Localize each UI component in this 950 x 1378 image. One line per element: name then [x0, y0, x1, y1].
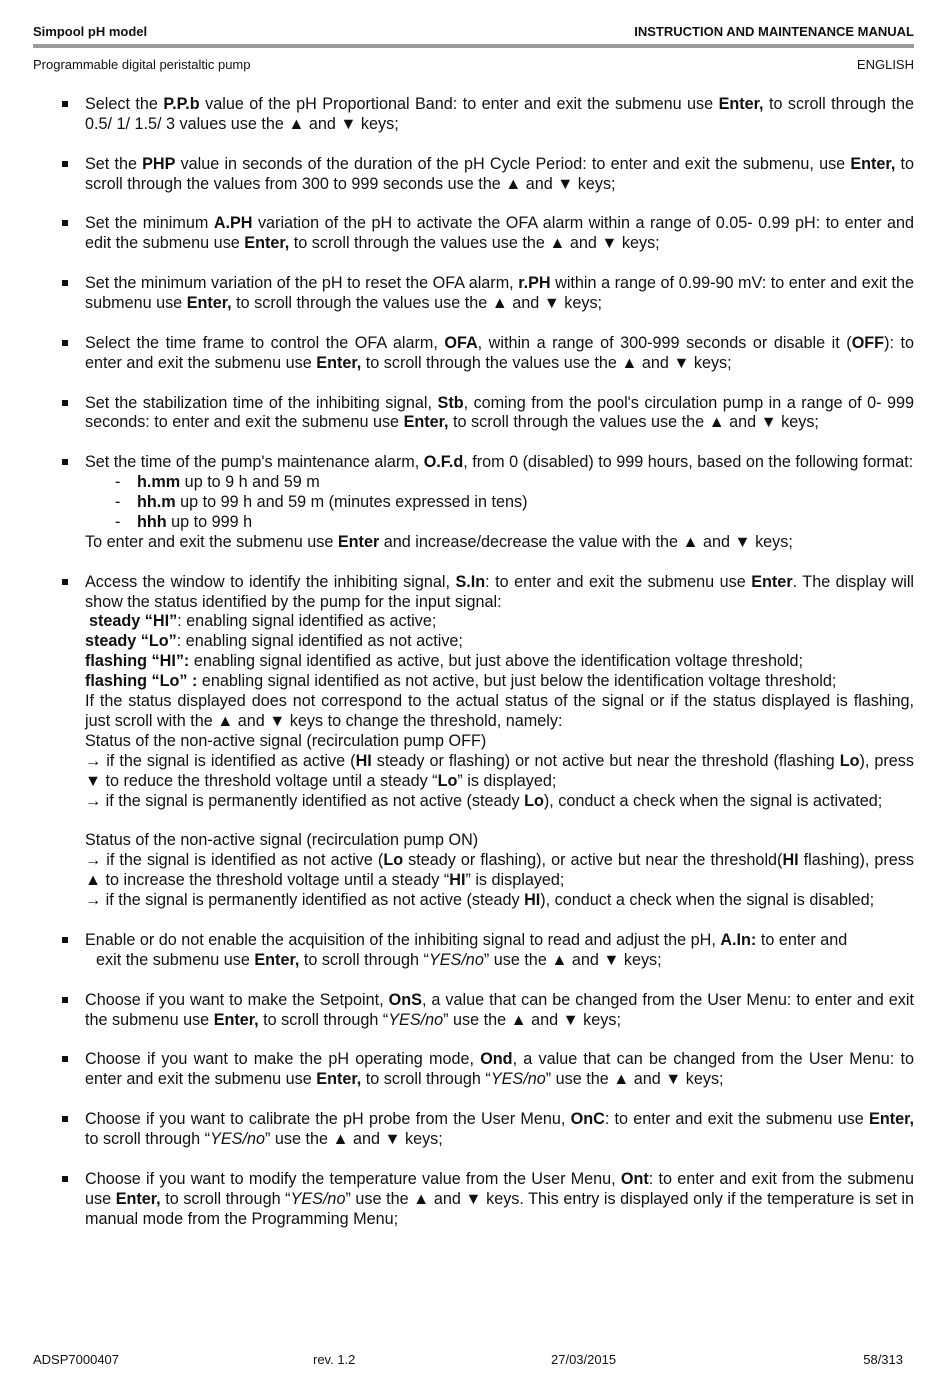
item-text [85, 1170, 914, 1230]
list-item [0, 991, 950, 1031]
text-run: ), press ▼ to reduce the threshold voltage until a steady “ [85, 751, 914, 790]
bold-term: hh.m [137, 493, 176, 512]
text-run: to scroll through the values use the ▲ and ▼ keys; [448, 413, 819, 432]
bullet-icon [62, 997, 68, 1003]
text-run: : to enter and exit the submenu use [604, 1110, 870, 1129]
text-run: Choose if you want to make the pH operating mode, [85, 1050, 481, 1069]
text-run: to scroll through the values use the ▲ and ▼ keys; [289, 234, 660, 253]
text-run: ” is displayed; [457, 771, 557, 790]
text-run: within a range of 0.99-90 mV: to enter and exit the submenu use [85, 274, 914, 313]
text-run: . The display will show the status identified by the pump for the input signal: [85, 572, 915, 611]
text-run: flashing), press ▲ to increase the threshold voltage until a steady “ [85, 851, 914, 890]
page-subheader [33, 57, 914, 73]
bold-term: Lo [839, 751, 860, 770]
bold-term: Enter, [403, 413, 449, 432]
item-line [85, 612, 914, 632]
item-text [85, 1110, 914, 1150]
bold-term: A.In: [720, 930, 757, 949]
text-run: ” use the ▲ and ▼ keys; [264, 1129, 443, 1148]
dash-marker: - [115, 512, 121, 531]
bullet-icon [62, 1176, 68, 1182]
text-run: Set the time of the pump's maintenance alarm, [85, 453, 424, 472]
dash-marker: - [115, 493, 121, 512]
italic-term: YES/no [210, 1129, 265, 1148]
text-run: to scroll through “ [258, 1010, 389, 1029]
text-run: to scroll through the values use the ▲ and ▼ keys; [361, 353, 732, 372]
item-text [85, 453, 914, 473]
bold-term: flashing “Lo” : [85, 672, 198, 691]
text-run: Set the minimum variation of the pH to reset the OFA alarm, [85, 274, 519, 293]
text-run: ), conduct a check when the signal is activated; [543, 791, 883, 810]
text-run: up to 999 h [166, 512, 253, 531]
bold-term: O.F.d [423, 453, 464, 472]
text-run: to scroll through the values from 300 to 999 seconds use the ▲ and ▼ keys; [85, 154, 914, 193]
text-run: Set the minimum [85, 214, 214, 233]
list-item [0, 334, 950, 374]
item-line [85, 692, 914, 732]
bold-term: Enter, [254, 950, 300, 969]
bold-term: HI [782, 851, 799, 870]
text-run: Choose if you want to modify the temperature value from the User Menu, [85, 1169, 621, 1188]
text-run: and increase/decrease the value with the ▲ and ▼ keys; [379, 532, 793, 551]
header-rule [33, 44, 914, 48]
text-run: Access the window to identify the inhibiting signal, [85, 572, 456, 591]
text-run: enabling signal identified as active, but just above the identification voltage threshold; [189, 652, 804, 671]
text-run: Status of the non-active signal (recirculation pump ON) [85, 831, 479, 850]
list-item [0, 573, 950, 911]
text-run: Select the [85, 95, 164, 113]
bold-term: Lo [524, 791, 544, 810]
list-item [0, 155, 950, 195]
item-line [85, 632, 914, 652]
text-run: to scroll through “ [85, 1129, 211, 1148]
item-text [85, 214, 914, 254]
item-line [85, 831, 914, 851]
text-run: : enabling signal identified as active; [177, 612, 437, 631]
bullet-icon [62, 280, 68, 286]
list-item [0, 1170, 950, 1230]
list-item [0, 453, 950, 553]
bullet-icon [62, 459, 68, 465]
bold-term: Lo [437, 771, 458, 790]
item-text [85, 394, 914, 434]
item-text [85, 991, 914, 1031]
item-line [85, 752, 914, 792]
text-run: ” use the ▲ and ▼ keys. This entry is displayed only if the temperature is set in manual mode from the Programming Menu; [85, 1189, 915, 1228]
text-run: to scroll through “ [160, 1189, 291, 1208]
bullet-icon [62, 1116, 68, 1122]
text-run: value in seconds of the duration of the pH Cycle Period: to enter and exit the submenu, use [175, 154, 851, 173]
bullet-icon [62, 340, 68, 346]
text-run: ” use the ▲ and ▼ keys; [483, 950, 662, 969]
header-manual-title: INSTRUCTION AND MAINTENANCE MANUAL [634, 24, 914, 39]
text-run: Enable or do not enable the acquisition of the inhibiting signal to read and adjust the pH, [85, 930, 721, 949]
bold-term: Enter [751, 572, 793, 591]
item-text [85, 573, 914, 613]
text-run: ), conduct a check when the signal is disabled; [540, 891, 875, 910]
text-run: up to 99 h and 59 m (minutes expressed in tens) [175, 493, 528, 512]
text-run: steady or flashing) or not active but near the threshold (flashing [371, 751, 840, 770]
bold-term: OFF [851, 333, 885, 352]
italic-term: YES/no [388, 1010, 444, 1029]
instruction-list [0, 95, 950, 1249]
bold-term: Enter, [316, 353, 362, 372]
text-run: ” is displayed; [465, 871, 565, 890]
list-item [0, 214, 950, 254]
text-run: , from 0 (disabled) to 999 hours, based on the following format: [463, 453, 914, 472]
bold-term: h.mm [137, 473, 181, 492]
dash-marker: - [115, 473, 121, 492]
bold-term: Enter, [316, 1070, 362, 1089]
item-line [85, 851, 914, 891]
item-line [85, 792, 914, 812]
bold-term: Enter, [115, 1189, 161, 1208]
bold-term: Ond [480, 1050, 513, 1069]
bold-term: S.In [455, 572, 486, 591]
bullet-icon [62, 1056, 68, 1062]
text-run: If the status displayed does not correspond to the actual status of the signal or if the status displayed is flashing, just scroll with the ▲ and ▼ keys to change the threshold, namely: [85, 692, 914, 730]
bold-term: steady “Lo” [85, 632, 177, 651]
bold-term: hhh [137, 512, 167, 531]
list-item [0, 394, 950, 434]
item-line [85, 672, 914, 692]
footer-doc-code: ADSP7000407 [33, 1352, 120, 1367]
text-run: to scroll through “ [361, 1070, 491, 1089]
footer-date: 27/03/2015 [551, 1352, 617, 1367]
text-run: → if the signal is permanently identified as not active (steady [85, 891, 525, 910]
bullet-icon [62, 937, 68, 943]
list-item [0, 931, 950, 971]
text-run: Set the stabilization time of the inhibiting signal, [85, 393, 438, 412]
format-list-item [85, 513, 914, 533]
bold-term: Enter, [869, 1110, 915, 1129]
item-text [85, 334, 914, 374]
bold-term: Ont [620, 1169, 649, 1188]
text-run: to scroll through the 0.5/ 1/ 1.5/ 3 values use the ▲ and ▼ keys; [85, 95, 914, 133]
text-run: : to enter and exit the submenu use [485, 572, 752, 591]
bullet-icon [62, 161, 68, 167]
spacer [85, 812, 914, 832]
text-run: , a value that can be changed from the User Menu: to enter and exit the submenu use [85, 1050, 914, 1089]
text-run: value of the pH Proportional Band: to enter and exit the submenu use [199, 95, 719, 113]
text-run: ): to enter and exit the submenu use [85, 333, 915, 372]
bold-term: Enter [337, 532, 380, 551]
footer-revision: rev. 1.2 [313, 1352, 356, 1367]
bold-term: OFA [444, 333, 478, 352]
header-product: Programmable digital peristaltic pump [33, 57, 251, 72]
bold-term: Enter, [213, 1010, 259, 1029]
text-run: , within a range of 300-999 seconds or disable it ( [477, 333, 852, 352]
bold-term: HI [449, 871, 466, 890]
text-run: variation of the pH to activate the OFA alarm within a range of 0.05- 0.99 pH: to enter and edit the submenu use [85, 214, 914, 253]
format-list-item [85, 493, 914, 513]
bold-term: Enter, [718, 95, 764, 113]
header-language: ENGLISH [856, 57, 914, 72]
text-run: up to 9 h and 59 m [180, 473, 320, 492]
text-run: Status of the non-active signal (recirculation pump OFF) [85, 731, 487, 750]
item-text [85, 274, 914, 314]
text-run: to scroll through the values use the ▲ and ▼ keys; [231, 294, 603, 313]
bold-term: A.PH [213, 214, 253, 233]
item-line [85, 533, 914, 553]
text-run: exit the submenu use [96, 950, 255, 969]
text-run: Choose if you want to make the Setpoint, [85, 990, 389, 1009]
bold-term: Enter, [244, 234, 290, 253]
bold-term: P.P.b [163, 95, 200, 113]
bullet-icon [62, 220, 68, 226]
bold-term: Enter, [186, 294, 232, 313]
item-text [85, 95, 914, 135]
text-run: → if the signal is identified as active ( [85, 751, 356, 770]
text-run: , a value that can be changed from the User Menu: to enter and exit the submenu use [85, 990, 914, 1029]
text-run: → if the signal is permanently identified as not active (steady [85, 791, 525, 810]
text-run: Set the [85, 154, 143, 173]
text-run: steady or flashing), or active but near the threshold( [403, 851, 783, 870]
text-run: : to enter and exit from the submenu use [85, 1169, 914, 1208]
italic-term: YES/no [428, 950, 484, 969]
bold-term: Lo [383, 851, 404, 870]
item-text [85, 931, 914, 951]
item-line [85, 951, 914, 971]
bold-term: steady “HI” [89, 612, 178, 631]
item-line [85, 652, 914, 672]
item-line [85, 891, 914, 911]
footer-page-number: 58/313 [863, 1352, 903, 1367]
list-item [0, 95, 950, 135]
list-item [0, 1110, 950, 1150]
text-run: enabling signal identified as not active, but just below the identification voltage threshold; [197, 672, 837, 691]
item-text [85, 155, 914, 195]
italic-term: YES/no [490, 1070, 546, 1089]
bold-term: PHP [142, 154, 176, 173]
text-run: ” use the ▲ and ▼ keys; [443, 1010, 621, 1029]
bold-term: HI [355, 751, 372, 770]
list-item [0, 1050, 950, 1090]
item-line [85, 732, 914, 752]
bullet-icon [62, 101, 68, 107]
text-run: → if the signal is identified as not active ( [85, 851, 384, 870]
text-run: , coming from the pool's circulation pump in a range of 0- 999 seconds: to enter and exit the submenu use [85, 393, 914, 432]
bullet-icon [62, 400, 68, 406]
header-model: Simpool pH model [33, 24, 148, 39]
text-run: ” use the ▲ and ▼ keys; [545, 1070, 724, 1089]
text-run: : enabling signal identified as not active; [176, 632, 463, 651]
bold-term: Stb [437, 393, 464, 412]
bold-term: OnS [388, 990, 422, 1009]
bold-term: Enter, [850, 154, 896, 173]
bold-term: HI [524, 891, 541, 910]
bold-term: OnC [570, 1110, 605, 1129]
bold-term: flashing “HI”: [85, 652, 190, 671]
item-text [85, 1050, 914, 1090]
text-run: to enter and [756, 930, 848, 949]
page-header [33, 24, 914, 42]
bullet-icon [62, 579, 68, 585]
text-run: To enter and exit the submenu use [85, 532, 338, 551]
text-run: Select the time frame to control the OFA alarm, [85, 333, 445, 352]
italic-term: YES/no [290, 1189, 346, 1208]
list-item [0, 274, 950, 314]
bold-term: r.PH [518, 274, 551, 293]
text-run: Choose if you want to calibrate the pH probe from the User Menu, [85, 1110, 571, 1129]
format-list-item [85, 473, 914, 493]
text-run: to scroll through “ [299, 950, 429, 969]
